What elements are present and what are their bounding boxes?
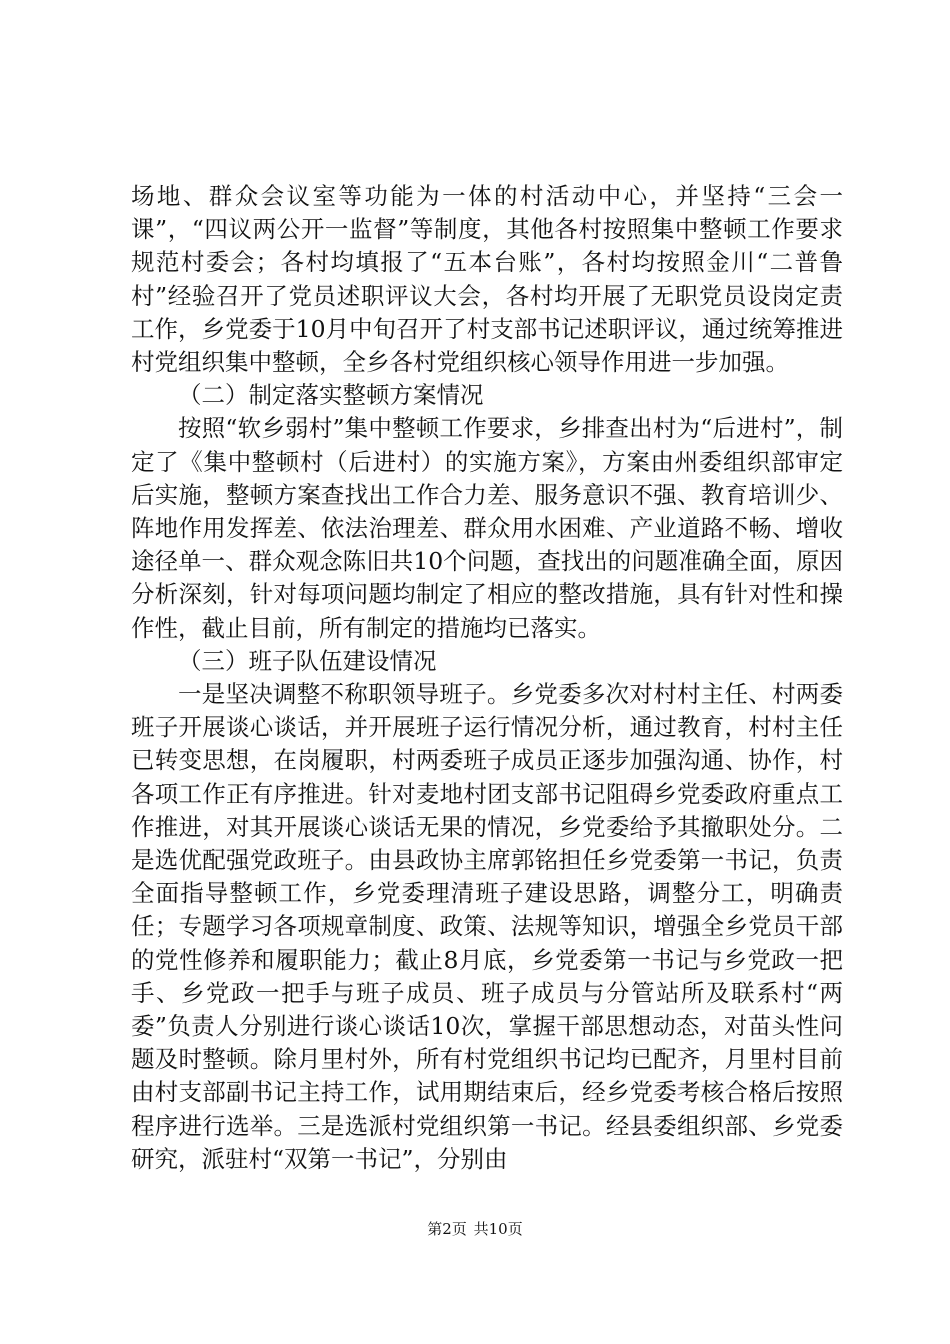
paragraph-rectification-plan: 按照“软乡弱村”集中整顿工作要求，乡排查出村为“后进村”，制定了《集中整顿村（后进村）的实施方案》，方案由州委组织部审定后实施，整顿方案查找出工作合力差、服务意识不强、教育培训少、阵地作用发挥差、依法治理差、群众用水困难、产业道路不畅、增收途径单一、群众观念陈旧共10个问题，查找出的问题准确全面，原因分析深刻，针对每项问题均制定了相应的整改措施，具有针对性和操作性，截止目前，所有制定的措施均已落实。: [131, 414, 843, 642]
section-heading-rectification-plan: （二）制定落实整顿方案情况: [178, 381, 484, 410]
document-body: [131, 180, 843, 1176]
section-heading-team-building: （三）班子队伍建设情况: [178, 646, 437, 675]
page-footer: 第2页 共10页: [427, 1220, 523, 1238]
paragraph-team-building: 一是坚决调整不称职领导班子。乡党委多次对村村主任、村两委班子开展谈心谈话，并开展班子运行情况分析，通过教育，村村主任已转变思想，在岗履职，村两委班子成员正逐步加强沟通、协作，村各项工作正有序推进。针对麦地村团支部书记阻碍乡党委政府重点工作推进，对其开展谈心谈话无果的情况，乡党委给予其撤职处分。二是选优配强党政班子。由县政协主席郭铭担任乡党委第一书记，负责全面指导整顿工作，乡党委理清班子建设思路，调整分工，明确责任；专题学习各项规章制度、政策、法规等知识，增强全乡党员干部的党性修养和履职能力；截止8月底，乡党委第一书记与乡党政一把手、乡党政一把手与班子成员、班子成员与分管站所及联系村“两委”负责人分别进行谈心谈话10次，掌握干部思想动态，对苗头性问题及时整顿。除月里村外，所有村党组织书记均已配齐，月里村目前由村支部副书记主持工作，试用期结束后，经乡党委考核合格后按照程序进行选举。三是选派村党组织第一书记。经县委组织部、乡党委研究，派驻村“双第一书记”，分别由: [131, 680, 843, 1173]
paragraph-activity-center: 场地、群众会议室等功能为一体的村活动中心，并坚持“三会一课”，“四议两公开一监督”等制度，其他各村按照集中整顿工作要求规范村委会；各村均填报了“五本台账”，各村均按照金川“二普鲁村”经验召开了党员述职评议大会，各村均开展了无职党员设岗定责工作，乡党委于10月中旬召开了村支部书记述职评议，通过统筹推进村党组织集中整顿，全乡各村党组织核心领导作用进一步加强。: [131, 182, 843, 377]
